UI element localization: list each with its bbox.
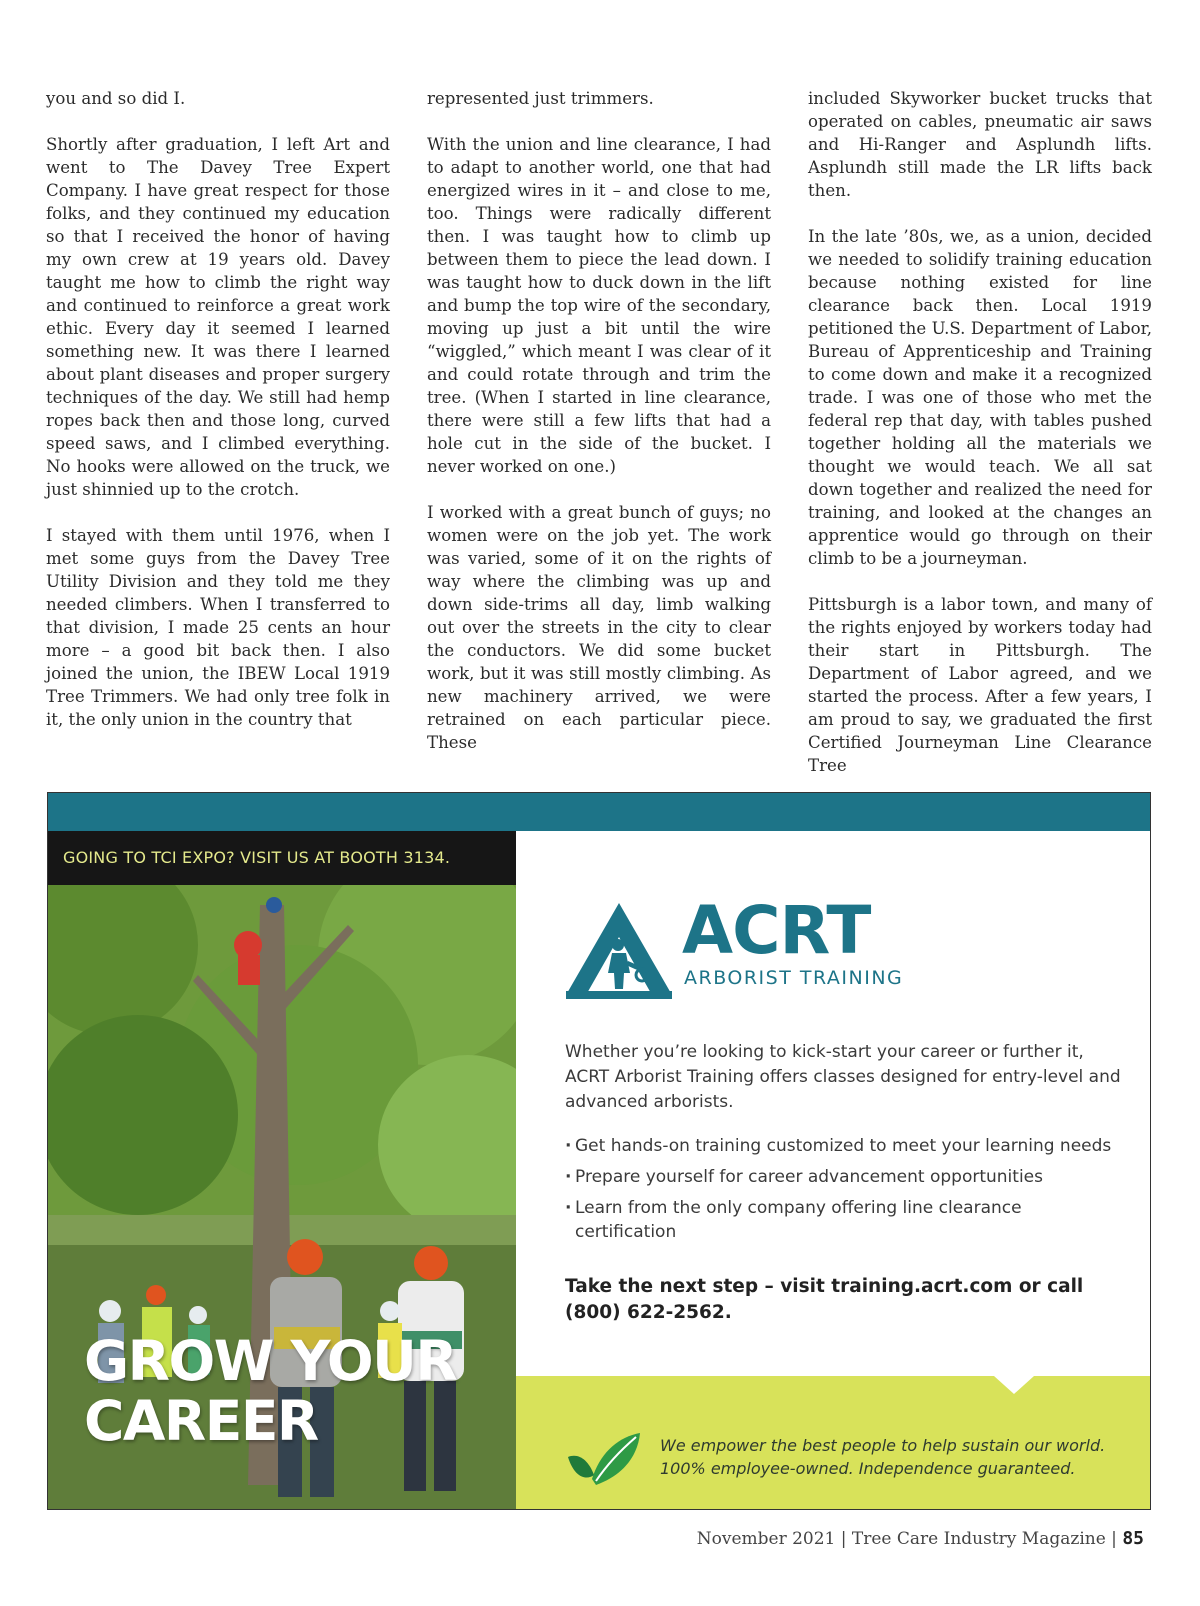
band-notch <box>994 1376 1034 1394</box>
paragraph: included Skyworker bucket trucks that operated on cables, pneumatic air saws and Hi-Ranger and Asplundh lifts. Asplundh still made the LR lifts back then. <box>808 89 1152 200</box>
ad-tagline: We empower the best people to help sustain our world. 100% employee-owned. Independence guaranteed. <box>660 1436 1106 1478</box>
paragraph: Pittsburgh is a labor town, and many of the rights enjoyed by workers today had their start in Pittsburgh. The Department of Labor agreed, and we started the process. After a few years, I am proud to say, we graduated the first Certified Journeyman Line Clearance Tree <box>808 595 1152 775</box>
acrt-logo-wordmark: ACRT <box>682 892 871 969</box>
grow-your-career-headline <box>84 1331 456 1451</box>
ad-info-panel <box>516 831 1150 1509</box>
ad-top-bar <box>48 793 1150 831</box>
ad-bullet-list <box>565 1134 1125 1251</box>
paragraph: you and so did I. <box>46 89 186 108</box>
acrt-logo-subtitle: ARBORIST TRAINING <box>684 967 904 989</box>
paragraph: In the late ’80s, we, as a union, decided we needed to solidify training education because nothing existed for line clearance back then. Local 1919 petitioned the U.S. Department of Labor, Bureau of Apprenticeship and Training to come down and make it a recognized trade. I was one of those who met the federal rep that day, with tables pushed together holding all the materials we thought we would teach. We all sat down together and realized the need for training, and looked at the changes an apprentice would go through on their climb to be a journeyman. <box>808 227 1152 568</box>
paragraph: I stayed with them until 1976, when I met some guys from the Davey Tree Utility Division and they told me they needed climbers. When I transferred to that division, I made 25 cents an hour more – a good bit back then. I also joined the union, the IBEW Local 1919 Tree Trimmers. We had only tree folk in it, the only union in the country that <box>46 526 390 729</box>
acrt-triangle-logo-icon <box>566 903 672 999</box>
checkmark-leaf-icon <box>566 1431 642 1487</box>
issue-info: November 2021 | Tree Care Industry Magazine | <box>696 1529 1117 1549</box>
headline-line-2: CAREER <box>84 1389 318 1453</box>
acrt-advertisement <box>47 792 1151 1510</box>
paragraph: With the union and line clearance, I had to adapt to another world, one that had energized wires in it – and close to me, too. Things were radically different then. I was taught how to climb up between them to piece the lead down. I was taught how to duck down in the lift and bump the top wire of the secondary, moving up just a bit until the wire “wiggled,” which meant I was clear of it and could rotate through and trim the tree. (When I started in line clearance, there were still a few lifts that had a hole cut in the side of the bucket. I never worked on one.) <box>427 135 771 476</box>
page-number: 85 <box>1122 1528 1144 1549</box>
ad-intro-text: Whether you’re looking to kick-start your career or further it, ACRT Arborist Training offers classes designed for entry-level and advanced arborists. <box>565 1042 1121 1112</box>
expo-banner: GOING TO TCI EXPO? VISIT US AT BOOTH 3134. <box>48 831 516 885</box>
list-item: · Get hands-on training customized to meet your learning needs <box>565 1134 1125 1158</box>
headline-line-1: GROW YOUR <box>84 1329 457 1393</box>
list-item: · Learn from the only company offering line clearance certification <box>565 1196 1125 1244</box>
ad-photo-panel <box>48 831 516 1509</box>
article-column-2 <box>427 87 771 754</box>
ad-call-to-action: Take the next step – visit training.acrt.com or call (800) 622-2562. <box>565 1276 1084 1323</box>
article-column-3 <box>808 87 1152 777</box>
paragraph: represented just trimmers. <box>427 89 654 108</box>
paragraph: Shortly after graduation, I left Art and went to The Davey Tree Expert Company. I have great respect for those folks, and they continued my education so that I received the honor of having my own crew at 19 years old. Davey taught me how to climb the right way and continued to reinforce a great work ethic. Every day it seemed I learned something new. It was there I learned about plant diseases and proper surgery techniques of the day. We still had hemp ropes back then and those long, curved speed saws, and I climbed everything. No hooks were allowed on the truck, we just shinnied up to the crotch. <box>46 135 390 499</box>
page-footer <box>697 1528 1144 1549</box>
paragraph: I worked with a great bunch of guys; no women were on the job yet. The work was varied, some of it on the rights of way where the climbing was up and down side-trims all day, limb walking out over the streets in the city to clear the conductors. We did some bucket work, but it was still mostly climbing. As new machinery arrived, we were retrained on each particular piece. These <box>427 503 771 752</box>
article-column-1 <box>46 87 390 731</box>
list-item: · Prepare yourself for career advancement opportunities <box>565 1165 1125 1189</box>
